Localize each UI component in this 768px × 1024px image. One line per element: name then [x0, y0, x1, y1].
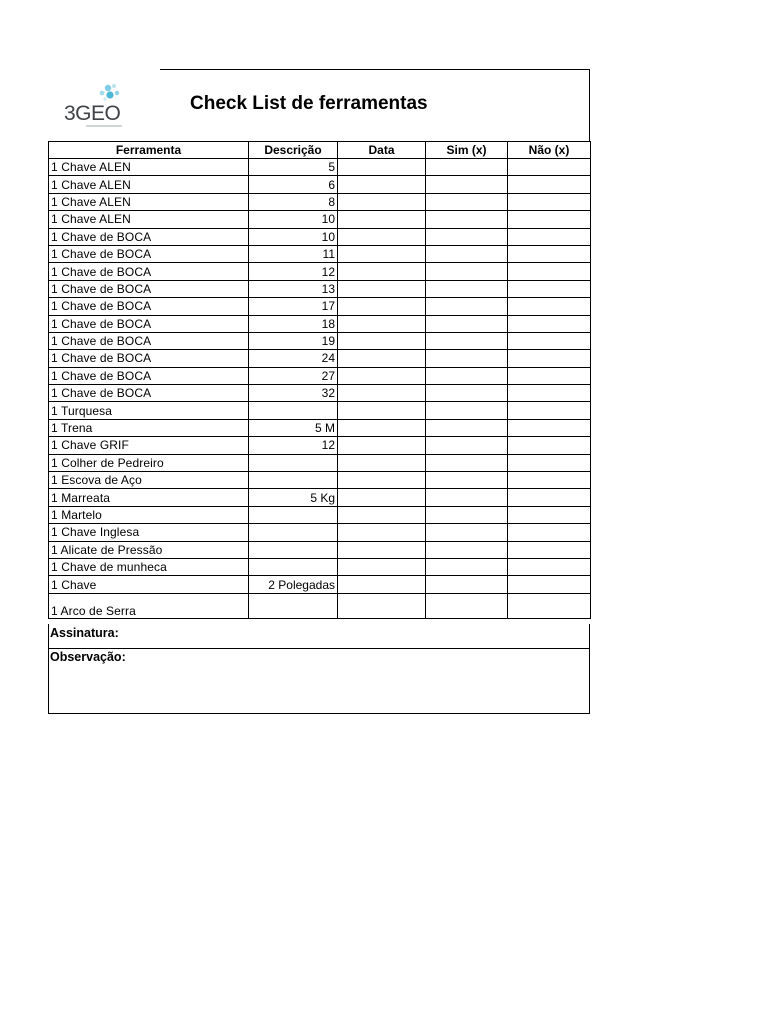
- no-cell[interactable]: [508, 385, 591, 402]
- description-cell: 11: [249, 245, 338, 262]
- yes-cell[interactable]: [426, 506, 508, 523]
- yes-cell[interactable]: [426, 350, 508, 367]
- table-row: [49, 489, 591, 506]
- description-cell: [249, 472, 338, 489]
- yes-cell[interactable]: [426, 211, 508, 228]
- description-cell: 27: [249, 367, 338, 384]
- table-row: [49, 454, 591, 471]
- no-cell[interactable]: [508, 350, 591, 367]
- header-border: [160, 69, 590, 70]
- date-cell[interactable]: [338, 193, 426, 210]
- table-row: [49, 350, 591, 367]
- logo: [62, 80, 150, 130]
- no-cell[interactable]: [508, 593, 591, 618]
- column-header-descricao: Descrição: [249, 142, 338, 159]
- yes-cell[interactable]: [426, 228, 508, 245]
- date-cell[interactable]: [338, 385, 426, 402]
- table-row: [49, 211, 591, 228]
- description-cell: [249, 402, 338, 419]
- tool-cell: 1 Chave de BOCA: [49, 332, 249, 349]
- no-cell[interactable]: [508, 472, 591, 489]
- table-row: [49, 541, 591, 558]
- date-cell[interactable]: [338, 263, 426, 280]
- yes-cell[interactable]: [426, 402, 508, 419]
- tool-cell: 1 Chave de BOCA: [49, 280, 249, 297]
- description-cell: 19: [249, 332, 338, 349]
- date-cell[interactable]: [338, 524, 426, 541]
- description-cell: 12: [249, 437, 338, 454]
- description-cell: [249, 541, 338, 558]
- yes-cell[interactable]: [426, 385, 508, 402]
- table-header-row: [49, 142, 591, 159]
- tool-cell: 1 Chave Inglesa: [49, 524, 249, 541]
- table-row: [49, 298, 591, 315]
- table-row: [49, 419, 591, 436]
- no-cell[interactable]: [508, 558, 591, 575]
- description-cell: 13: [249, 280, 338, 297]
- no-cell[interactable]: [508, 280, 591, 297]
- date-cell[interactable]: [338, 350, 426, 367]
- table-row: [49, 245, 591, 262]
- no-cell[interactable]: [508, 332, 591, 349]
- description-cell: 18: [249, 315, 338, 332]
- description-cell: 8: [249, 193, 338, 210]
- date-cell[interactable]: [338, 245, 426, 262]
- date-cell[interactable]: [338, 315, 426, 332]
- observation-row: [48, 648, 590, 714]
- no-cell[interactable]: [508, 541, 591, 558]
- table-row: [49, 524, 591, 541]
- date-cell[interactable]: [338, 228, 426, 245]
- description-cell: 6: [249, 176, 338, 193]
- date-cell[interactable]: [338, 211, 426, 228]
- yes-cell[interactable]: [426, 558, 508, 575]
- description-cell: 24: [249, 350, 338, 367]
- date-cell[interactable]: [338, 176, 426, 193]
- description-cell: 2 Polegadas: [249, 576, 338, 593]
- description-cell: 10: [249, 211, 338, 228]
- tool-cell: 1 Chave ALEN: [49, 176, 249, 193]
- no-cell[interactable]: [508, 298, 591, 315]
- table-row: [49, 228, 591, 245]
- no-cell[interactable]: [508, 454, 591, 471]
- date-cell[interactable]: [338, 489, 426, 506]
- table-row: [49, 315, 591, 332]
- table-row: [49, 576, 591, 593]
- column-header-nao: Não (x): [508, 142, 591, 159]
- no-cell[interactable]: [508, 576, 591, 593]
- no-cell[interactable]: [508, 524, 591, 541]
- logo-underline: [86, 125, 122, 127]
- no-cell[interactable]: [508, 419, 591, 436]
- tool-cell: 1 Chave de BOCA: [49, 298, 249, 315]
- signature-label: Assinatura:: [50, 626, 119, 640]
- tool-cell: 1 Chave ALEN: [49, 159, 249, 176]
- yes-cell[interactable]: [426, 315, 508, 332]
- column-header-sim: Sim (x): [426, 142, 508, 159]
- date-cell[interactable]: [338, 558, 426, 575]
- tool-cell: 1 Chave: [49, 576, 249, 593]
- table-row: [49, 506, 591, 523]
- yes-cell[interactable]: [426, 489, 508, 506]
- date-cell[interactable]: [338, 506, 426, 523]
- no-cell[interactable]: [508, 245, 591, 262]
- yes-cell[interactable]: [426, 176, 508, 193]
- tool-cell: 1 Chave GRIF: [49, 437, 249, 454]
- date-cell[interactable]: [338, 472, 426, 489]
- tool-cell: 1 Chave de BOCA: [49, 245, 249, 262]
- date-cell[interactable]: [338, 280, 426, 297]
- yes-cell[interactable]: [426, 419, 508, 436]
- page-title: Check List de ferramentas: [190, 93, 428, 114]
- no-cell[interactable]: [508, 159, 591, 176]
- tool-cell: 1 Alicate de Pressão: [49, 541, 249, 558]
- description-cell: 5 M: [249, 419, 338, 436]
- table-row: [49, 159, 591, 176]
- header-border-right: [589, 69, 590, 141]
- table-row: [49, 332, 591, 349]
- yes-cell[interactable]: [426, 541, 508, 558]
- tool-cell: 1 Chave de BOCA: [49, 263, 249, 280]
- description-cell: [249, 454, 338, 471]
- logo-text: 3GEO: [64, 102, 121, 125]
- tool-cell: 1 Chave de BOCA: [49, 385, 249, 402]
- date-cell[interactable]: [338, 298, 426, 315]
- yes-cell[interactable]: [426, 263, 508, 280]
- column-header-ferramenta: Ferramenta: [49, 142, 249, 159]
- yes-cell[interactable]: [426, 245, 508, 262]
- yes-cell[interactable]: [426, 454, 508, 471]
- tool-cell: 1 Colher de Pedreiro: [49, 454, 249, 471]
- date-cell[interactable]: [338, 367, 426, 384]
- description-cell: 5 Kg: [249, 489, 338, 506]
- date-cell[interactable]: [338, 402, 426, 419]
- no-cell[interactable]: [508, 263, 591, 280]
- table-row: [49, 437, 591, 454]
- table-row: [49, 593, 591, 618]
- description-cell: 17: [249, 298, 338, 315]
- description-cell: [249, 593, 338, 618]
- no-cell[interactable]: [508, 402, 591, 419]
- description-cell: [249, 506, 338, 523]
- no-cell[interactable]: [508, 176, 591, 193]
- yes-cell[interactable]: [426, 593, 508, 618]
- description-cell: 10: [249, 228, 338, 245]
- date-cell[interactable]: [338, 437, 426, 454]
- no-cell[interactable]: [508, 506, 591, 523]
- description-cell: [249, 558, 338, 575]
- yes-cell[interactable]: [426, 332, 508, 349]
- date-cell[interactable]: [338, 159, 426, 176]
- table-body: [49, 159, 591, 619]
- tool-cell: 1 Chave ALEN: [49, 193, 249, 210]
- date-cell[interactable]: [338, 419, 426, 436]
- yes-cell[interactable]: [426, 159, 508, 176]
- table-row: [49, 558, 591, 575]
- yes-cell[interactable]: [426, 367, 508, 384]
- no-cell[interactable]: [508, 228, 591, 245]
- no-cell[interactable]: [508, 489, 591, 506]
- tool-cell: 1 Chave de BOCA: [49, 315, 249, 332]
- column-header-data: Data: [338, 142, 426, 159]
- table-row: [49, 472, 591, 489]
- yes-cell[interactable]: [426, 576, 508, 593]
- yes-cell[interactable]: [426, 298, 508, 315]
- no-cell[interactable]: [508, 193, 591, 210]
- tool-cell: 1 Chave de BOCA: [49, 350, 249, 367]
- no-cell[interactable]: [508, 211, 591, 228]
- table-row: [49, 263, 591, 280]
- table-row: [49, 193, 591, 210]
- table-row: [49, 176, 591, 193]
- description-cell: 5: [249, 159, 338, 176]
- yes-cell[interactable]: [426, 280, 508, 297]
- tool-cell: 1 Marreata: [49, 489, 249, 506]
- signature-row: [48, 624, 590, 649]
- tool-cell: 1 Chave de BOCA: [49, 367, 249, 384]
- yes-cell[interactable]: [426, 472, 508, 489]
- table-row: [49, 367, 591, 384]
- date-cell[interactable]: [338, 332, 426, 349]
- yes-cell[interactable]: [426, 437, 508, 454]
- date-cell[interactable]: [338, 541, 426, 558]
- sheet-header: [48, 69, 590, 141]
- tools-table: [48, 141, 591, 619]
- tool-cell: 1 Arco de Serra: [49, 593, 249, 618]
- yes-cell[interactable]: [426, 524, 508, 541]
- table-row: [49, 280, 591, 297]
- tool-cell: 1 Turquesa: [49, 402, 249, 419]
- date-cell[interactable]: [338, 576, 426, 593]
- tool-cell: 1 Chave ALEN: [49, 211, 249, 228]
- no-cell[interactable]: [508, 315, 591, 332]
- description-cell: 32: [249, 385, 338, 402]
- description-cell: 12: [249, 263, 338, 280]
- yes-cell[interactable]: [426, 193, 508, 210]
- no-cell[interactable]: [508, 437, 591, 454]
- observation-label: Observação:: [50, 650, 126, 664]
- description-cell: [249, 524, 338, 541]
- tool-cell: 1 Trena: [49, 419, 249, 436]
- date-cell[interactable]: [338, 593, 426, 618]
- tool-cell: 1 Chave de munheca: [49, 558, 249, 575]
- date-cell[interactable]: [338, 454, 426, 471]
- no-cell[interactable]: [508, 367, 591, 384]
- checklist-sheet: [48, 69, 590, 714]
- table-row: [49, 385, 591, 402]
- tool-cell: 1 Chave de BOCA: [49, 228, 249, 245]
- tool-cell: 1 Martelo: [49, 506, 249, 523]
- table-row: [49, 402, 591, 419]
- tool-cell: 1 Escova de Aço: [49, 472, 249, 489]
